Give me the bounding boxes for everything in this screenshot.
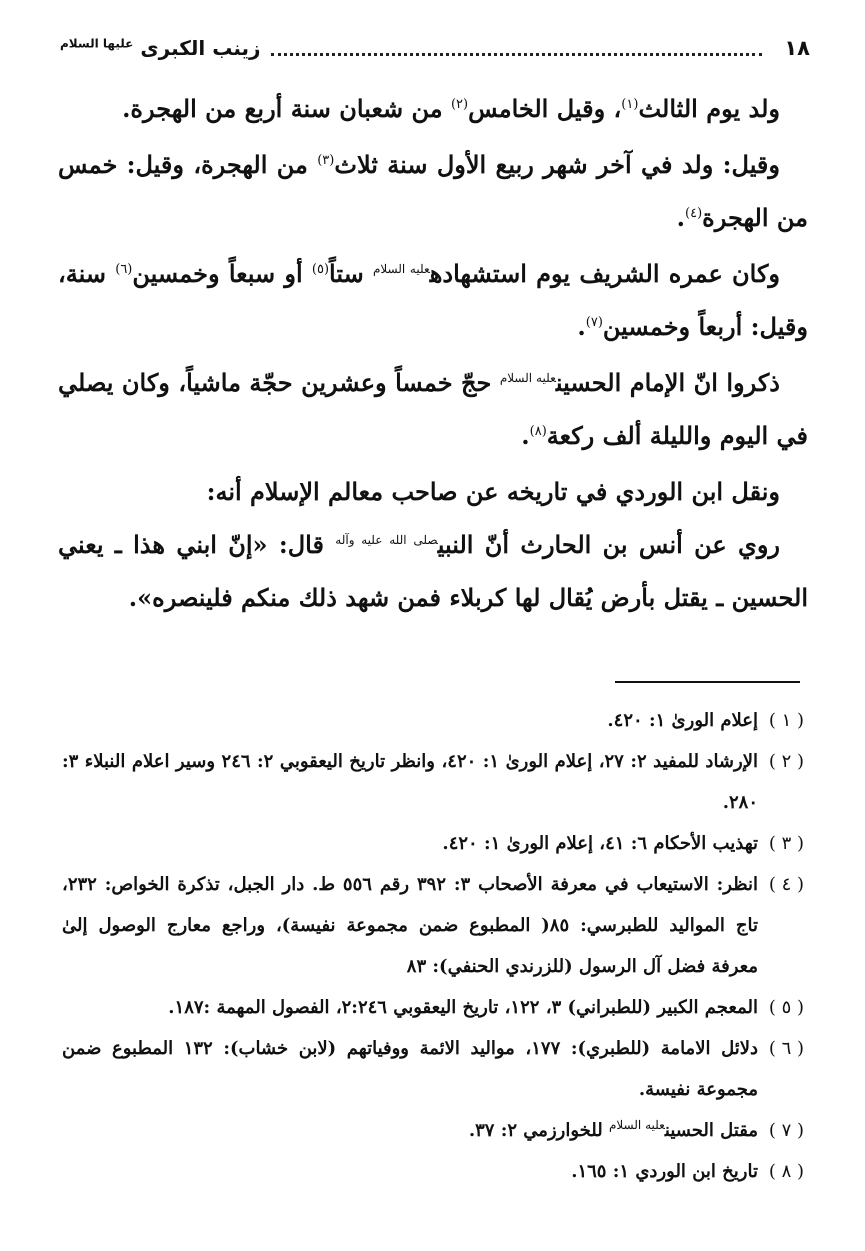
footnotes bbox=[62, 700, 804, 1192]
paragraph-5: ونقل ابن الوردي في تاريخه عن صاحب معالم الإسلام أنه: bbox=[206, 477, 780, 506]
honorific-mark: عليه السلام bbox=[499, 371, 556, 385]
footnote-text: المعجم الكبير (للطبراني) ٣، ١٢٢، تاريخ اليعقوبي ٢:٢٤٦، الفصول المهمة :١٨٧. bbox=[168, 997, 758, 1018]
paragraph-3-text-d: سنة، وقيل: أربعاً وخمسين bbox=[58, 259, 808, 341]
footnote-number: ( ٣ ) bbox=[768, 833, 804, 854]
honorific-mark: عليه السلام bbox=[372, 262, 430, 276]
footnote-7 bbox=[62, 1110, 804, 1151]
paragraph-3-text-e: . bbox=[577, 312, 586, 341]
footnote-ref-8: (٨) bbox=[529, 424, 547, 439]
footnote-text: إعلام الورىٰ ١: ٤٢٠. bbox=[607, 710, 758, 731]
footnote-ref-6: (٦) bbox=[115, 262, 133, 277]
paragraph-1-text-b: ، وقيل الخامس bbox=[468, 94, 622, 123]
honorific-mark: عليه السلام bbox=[608, 1118, 665, 1132]
paragraph-2-text-c: . bbox=[676, 203, 686, 232]
footnote-5 bbox=[62, 987, 804, 1028]
paragraph-6-text-b: قال: «إنّ ابني هذا ـ يعني الحسين ـ يقتل بأرض يُقال لها كربلاء فمن شهد ذلك منكم فلينصره». bbox=[58, 530, 808, 612]
paragraph-2-text-a: وقيل: ولد في آخر شهر ربيع الأول سنة ثلاث bbox=[334, 150, 780, 179]
paragraph-4-text-a: ذكروا انّ الإمام الحسين bbox=[555, 368, 780, 397]
footnote-number: ( ٢ ) bbox=[768, 751, 804, 772]
footnote-number: ( ٥ ) bbox=[768, 997, 804, 1018]
footnote-1 bbox=[62, 700, 804, 741]
footnote-7-text-b: للخوارزمي ٢: ٣٧. bbox=[468, 1120, 609, 1141]
paragraph-2-text-b: من الهجرة، وقيل: خمس من الهجرة bbox=[58, 150, 808, 232]
paragraph-1 bbox=[58, 82, 808, 135]
paragraph-6-text-a: روي عن أنس بن الحارث أنّ النبي bbox=[437, 530, 780, 559]
running-header bbox=[60, 28, 810, 68]
footnote-4 bbox=[62, 864, 804, 987]
footnote-ref-7: (٧) bbox=[585, 315, 603, 330]
paragraph-1-text-c: من شعبان سنة أربع من الهجرة. bbox=[122, 94, 451, 123]
footnote-text: انظر: الاستيعاب في معرفة الأصحاب ٣: ٣٩٢ رقم ٥٥٦ ط. دار الجبل، تذكرة الخواص: ٢٣٢، تاج المواليد للطبرسي: ٨٥( المطبوع ضمن مجموعة نفيسة)، وراجع معارج الوصول إلىٰ معرفة فضل آل الرسول (للزرندي الحنفي): ٨٣ bbox=[62, 874, 759, 977]
paragraph-2 bbox=[58, 138, 808, 244]
footnote-number: ( ٧ ) bbox=[768, 1120, 804, 1141]
paragraph-3-text-a: وكان عمره الشريف يوم استشهاده bbox=[429, 259, 780, 288]
footnote-number: ( ١ ) bbox=[768, 710, 804, 731]
paragraph-3-text-b: ستاً bbox=[329, 259, 373, 288]
footnote-3 bbox=[62, 823, 804, 864]
footnote-8 bbox=[62, 1151, 804, 1192]
paragraph-6 bbox=[58, 518, 808, 624]
footnote-text: دلائل الامامة (للطبري): ١٧٧، مواليد الائمة ووفياتهم (لابن خشاب): ١٣٢ المطبوع ضمن مجموعة نفيسة. bbox=[62, 1038, 758, 1100]
paragraph-4-text-b: حجّ خمساً وعشرين حجّة ماشياً، وكان يصلي في اليوم والليلة ألف ركعة bbox=[58, 368, 808, 450]
footnote-text: تاريخ ابن الوردي ١: ١٦٥. bbox=[571, 1161, 758, 1182]
running-title bbox=[60, 36, 261, 60]
page-number: ١٨ bbox=[784, 36, 810, 60]
footnote-ref-2: (٢) bbox=[450, 97, 469, 112]
footnote-ref-5: (٥) bbox=[311, 262, 330, 277]
footnote-text: تهذيب الأحكام ٦: ٤١، إعلام الورىٰ ١: ٤٢٠. bbox=[442, 833, 758, 854]
paragraph-4-text-c: . bbox=[521, 421, 530, 450]
running-title-text: زينب الكبرى bbox=[140, 36, 261, 60]
footnote-divider bbox=[615, 681, 800, 683]
footnote-ref-3: (٣) bbox=[317, 153, 335, 168]
footnote-number: ( ٦ ) bbox=[768, 1038, 804, 1059]
header-dot-leader bbox=[271, 53, 763, 56]
main-text bbox=[58, 82, 808, 624]
footnote-7-text-a: مقتل الحسين bbox=[664, 1120, 758, 1141]
paragraph-3 bbox=[58, 247, 808, 353]
running-title-honorific: عليها السلام bbox=[60, 36, 134, 51]
footnote-number: ( ٤ ) bbox=[768, 874, 804, 895]
paragraph-4 bbox=[58, 356, 808, 462]
footnote-ref-1: (١) bbox=[621, 97, 639, 112]
paragraph-3-text-c: أو سبعاً وخمسين bbox=[132, 259, 312, 288]
footnote-6 bbox=[62, 1028, 804, 1110]
footnote-text bbox=[62, 1110, 758, 1151]
footnote-ref-4: (٤) bbox=[685, 206, 703, 221]
footnote-text: الإرشاد للمفيد ٢: ٢٧، إعلام الورىٰ ١: ٤٢٠، وانظر تاريخ اليعقوبي ٢: ٢٤٦ وسير اعلام النبلاء ٣: ٢٨٠. bbox=[62, 751, 758, 813]
honorific-mark: صلى الله عليه وآله bbox=[335, 533, 438, 547]
footnote-number: ( ٨ ) bbox=[768, 1161, 804, 1182]
paragraph-1-text-a: ولد يوم الثالث bbox=[638, 94, 780, 123]
footnote-2 bbox=[62, 741, 804, 823]
